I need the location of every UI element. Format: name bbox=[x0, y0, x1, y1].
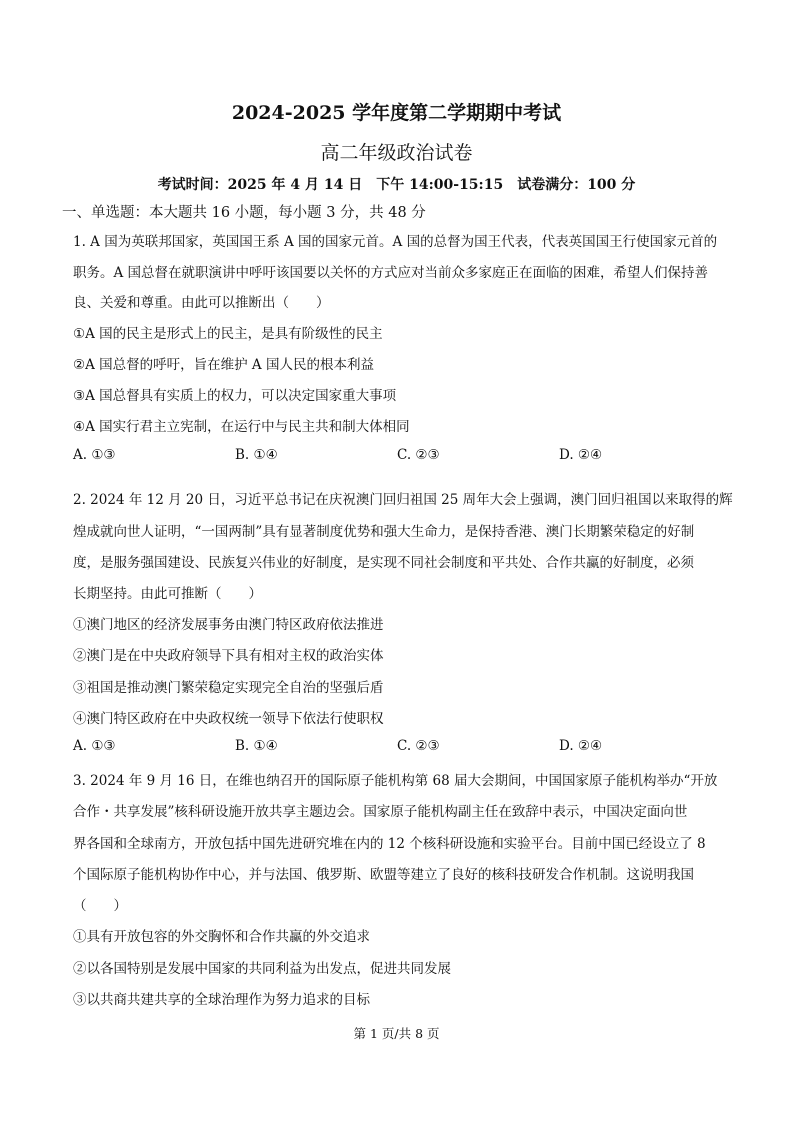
q3-statement: ①具有开放包容的外交胸怀和合作共赢的外交追求 bbox=[73, 929, 370, 945]
q1-statement: ②A 国总督的呼吁，旨在维护 A 国人民的根本利益 bbox=[73, 357, 374, 373]
q2-statement: ③祖国是推动澳门繁荣稳定实现完全自治的坚强后盾 bbox=[73, 680, 384, 696]
q1-statement: ④A 国实行君主立宪制，在运行中与民主共和制大体相同 bbox=[73, 419, 410, 435]
q2-option-a[interactable]: A. ①③ bbox=[73, 738, 116, 754]
q2-option-c[interactable]: C. ②③ bbox=[397, 738, 440, 754]
q3-stem-line: 界各国和全球南方，开放包括中国先进研究堆在内的 12 个核科研设施和实验平台。目前中国已经设立了 8 bbox=[73, 836, 706, 852]
q1-stem-line: 1. A 国为英联邦国家，英国国王系 A 国的国家元首。A 国的总督为国王代表，代表英国国王行使国家元首的 bbox=[73, 234, 718, 250]
q2-stem-line: 度，是服务强国建设、民族复兴伟业的好制度，是实现不同社会制度和平共处、合作共赢的好制度，必须 bbox=[73, 555, 694, 571]
q2-stem-line: 煌成就向世人证明，“一国两制”具有显著制度优势和强大生命力，是保持香港、澳门长期繁荣稳定的好制 bbox=[73, 524, 695, 540]
q1-stem-line: 良、关爱和尊重。由此可以推断出（ ） bbox=[73, 295, 330, 311]
q3-statement: ②以各国特别是发展中国家的共同利益为出发点，促进共同发展 bbox=[73, 961, 451, 977]
q3-stem-line: 3. 2024 年 9 月 16 日，在维也纳召开的国际原子能机构第 68 届大会期间，中国国家原子能机构举办“开放 bbox=[73, 773, 718, 789]
section-title: 一、单选题：本大题共 16 小题，每小题 3 分，共 48 分 bbox=[62, 205, 426, 221]
q1-statement: ③A 国总督具有实质上的权力，可以决定国家重大事项 bbox=[73, 388, 397, 404]
exam-title: 2024-2025 学年度第二学期期中考试 bbox=[231, 102, 562, 124]
q3-stem-line: 个国际原子能机构协作中心，并与法国、俄罗斯、欧盟等建立了良好的核科技研发合作机制。这说明我国 bbox=[73, 867, 694, 883]
q2-statement: ②澳门是在中央政府领导下具有相对主权的政治实体 bbox=[73, 648, 384, 664]
q2-stem-line: 长期坚持。由此可推断（ ） bbox=[73, 586, 262, 602]
q1-option-b[interactable]: B. ①④ bbox=[235, 447, 278, 463]
q1-option-d[interactable]: D. ②④ bbox=[559, 447, 603, 463]
q2-option-b[interactable]: B. ①④ bbox=[235, 738, 278, 754]
q2-statement: ④澳门特区政府在中央政权统一领导下依法行使职权 bbox=[73, 711, 384, 727]
q3-statement: ③以共商共建共享的全球治理作为努力追求的目标 bbox=[73, 992, 370, 1008]
page-footer: 第 1 页/共 8 页 bbox=[353, 1026, 440, 1041]
q1-option-c[interactable]: C. ②③ bbox=[397, 447, 440, 463]
exam-subtitle: 高二年级政治试卷 bbox=[320, 142, 473, 164]
q3-stem-line: （ ） bbox=[73, 898, 127, 914]
q2-statement: ①澳门地区的经济发展事务由澳门特区政府依法推进 bbox=[73, 617, 384, 633]
q3-stem-line: 合作・共享发展”核科研设施开放共享主题边会。国家原子能机构副主任在致辞中表示，中国决定面向世 bbox=[73, 804, 688, 820]
q1-statement: ①A 国的民主是形式上的民主，是具有阶级性的民主 bbox=[73, 326, 383, 342]
q1-stem-line: 职务。A 国总督在就职演讲中呼吁该国要以关怀的方式应对当前众多家庭正在面临的困难，希望人们保持善 bbox=[73, 265, 709, 281]
q2-option-d[interactable]: D. ②④ bbox=[559, 738, 603, 754]
q2-stem-line: 2. 2024 年 12 月 20 日，习近平总书记在庆祝澳门回归祖国 25 周年大会上强调，澳门回归祖国以来取得的辉 bbox=[73, 492, 733, 508]
q1-option-a[interactable]: A. ①③ bbox=[73, 447, 116, 463]
exam-meta: 考试时间：2025 年 4 月 14 日 下午 14:00-15:15 试卷满分：100 分 bbox=[157, 177, 636, 193]
